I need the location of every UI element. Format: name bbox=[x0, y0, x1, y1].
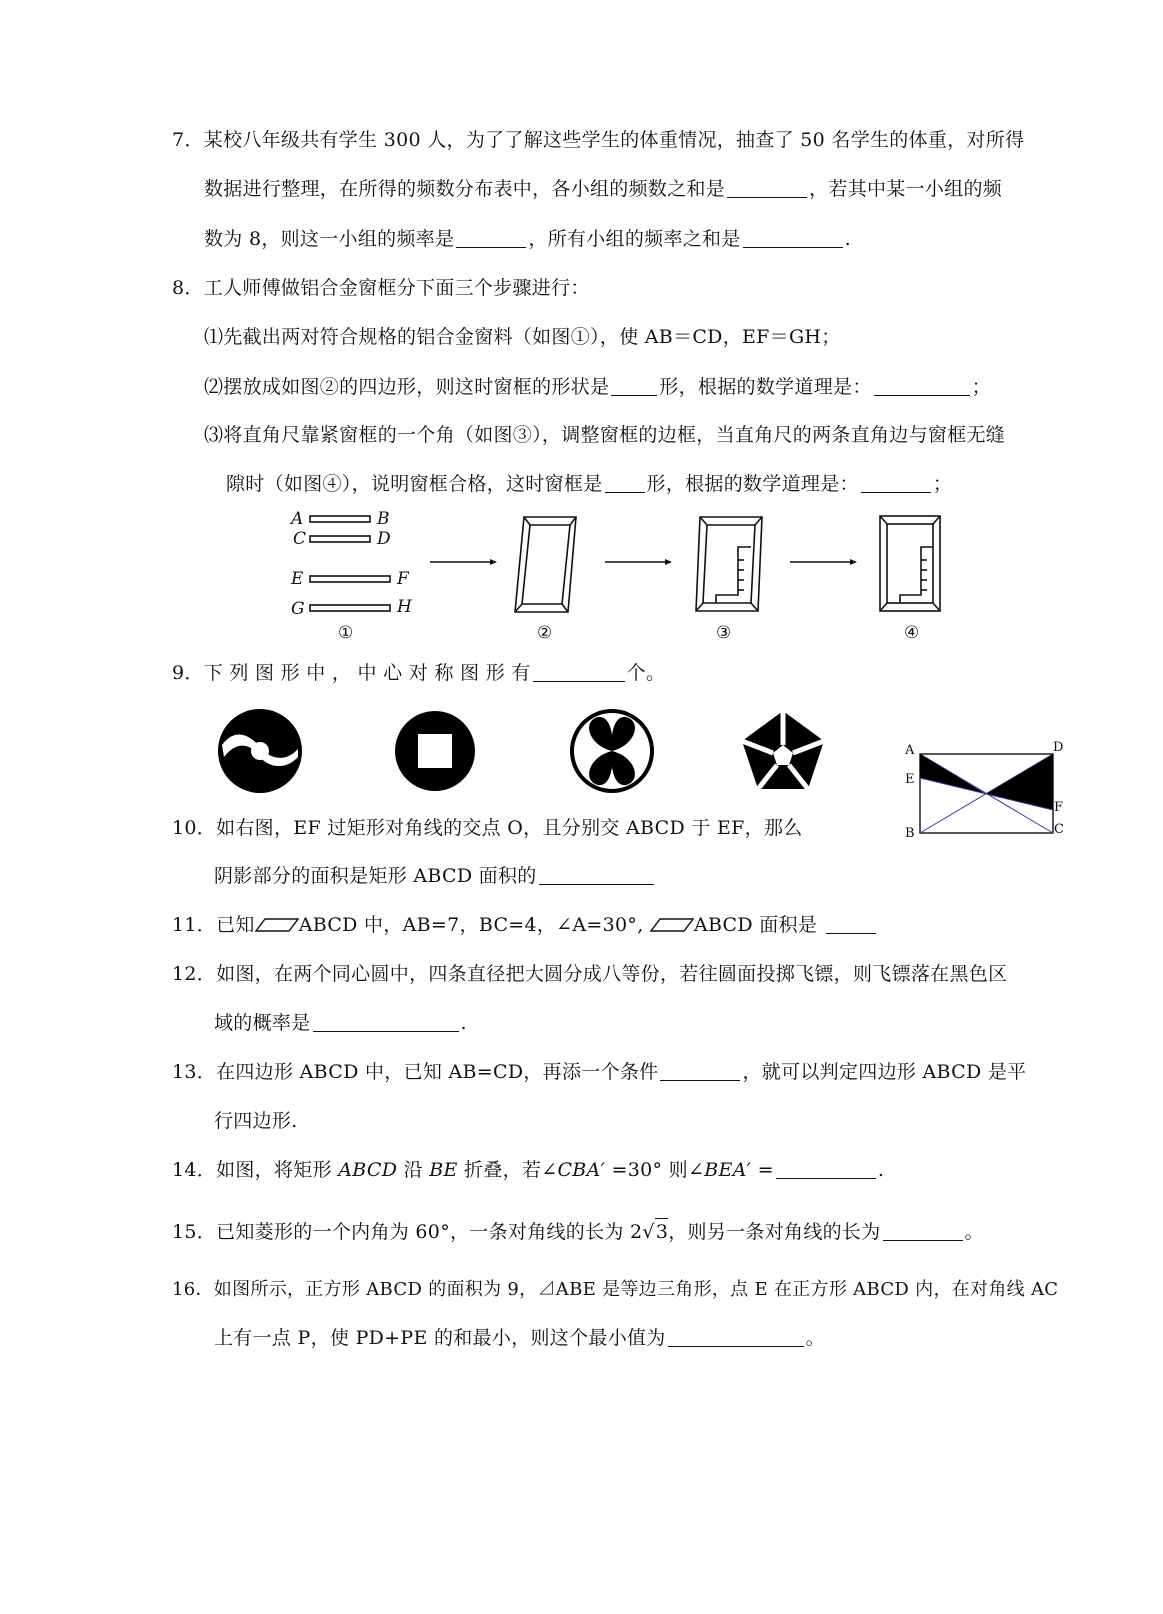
q7-blank-2[interactable] bbox=[456, 229, 526, 248]
q14-text-d: =30° 则∠ bbox=[611, 1159, 705, 1181]
q12-line2 bbox=[214, 1010, 467, 1036]
q16-text-2b: 。 bbox=[805, 1327, 825, 1349]
q8-step3b-text: 隙时（如图④），说明窗框合格，这时窗框是 bbox=[226, 473, 603, 495]
q12-blank[interactable] bbox=[313, 1013, 459, 1032]
parallelogram-icon bbox=[650, 918, 694, 932]
q10-text-2: 阴影部分的面积是矩形 ABCD 面积的 bbox=[214, 865, 537, 887]
frame-with-square-3 bbox=[696, 517, 762, 611]
q9-text: 9．下 列 图 形 中 ， 中 心 对 称 图 形 有 bbox=[172, 662, 531, 684]
q14-text-c: 折叠，若∠ bbox=[464, 1159, 558, 1181]
arrow-2-icon bbox=[665, 559, 672, 565]
q8-number: 8． bbox=[172, 277, 204, 299]
q16-line2 bbox=[214, 1325, 825, 1351]
bar-ab bbox=[310, 516, 370, 522]
caption-2: ② bbox=[537, 623, 553, 643]
q9-text-end: 个。 bbox=[626, 662, 666, 684]
q7-blank-1[interactable] bbox=[727, 179, 807, 198]
q7-line3 bbox=[204, 226, 851, 252]
q16-line1: 16．如图所示，正方形 ABCD 的面积为 9，⊿ABE 是等边三角形，点 E 在正方形 ABCD 内，在对角线 AC bbox=[172, 1279, 1059, 1300]
q14-line bbox=[172, 1157, 884, 1183]
q10-label-c: C bbox=[1054, 822, 1064, 837]
q7-line1 bbox=[172, 127, 1024, 153]
q8-blank-1[interactable] bbox=[611, 377, 657, 396]
pentagon-shape bbox=[742, 711, 824, 789]
q15-blank[interactable] bbox=[883, 1222, 963, 1241]
q10-label-f: F bbox=[1054, 800, 1064, 815]
q8-step2 bbox=[204, 374, 991, 400]
parallelogram-icon bbox=[255, 918, 299, 932]
q8-step3d: ； bbox=[932, 473, 953, 495]
q14-be: BE bbox=[429, 1159, 458, 1181]
label-d: D bbox=[377, 529, 391, 549]
q16-blank[interactable] bbox=[668, 1328, 804, 1347]
q15-text-a: 15．已知菱形的一个内角为 60°，一条对角线的长为 2 bbox=[172, 1221, 643, 1243]
q15-radicand: 3 bbox=[655, 1218, 668, 1245]
q14-text-b: 沿 bbox=[403, 1159, 423, 1181]
label-b: B bbox=[377, 509, 390, 529]
q7-number: 7． bbox=[172, 129, 204, 151]
q7-text-3a: 数为 8，则这一小组的频率是 bbox=[204, 228, 455, 250]
q8-blank-3[interactable] bbox=[605, 474, 645, 493]
frame-parallelogram bbox=[515, 517, 576, 612]
q8-step2b: 形，根据的数学道理是： bbox=[659, 376, 872, 398]
q11-blank[interactable] bbox=[826, 915, 876, 934]
q8-figure bbox=[280, 505, 980, 650]
sqrt-icon: √ bbox=[642, 1221, 655, 1243]
frame-with-square-4 bbox=[880, 516, 940, 611]
q7-text-2a: 数据进行整理，在所得的频数分布表中，各小组的频数之和是 bbox=[204, 178, 726, 200]
q13-line1 bbox=[172, 1059, 1026, 1085]
q10-blank[interactable] bbox=[539, 866, 654, 885]
q14-text-f: . bbox=[877, 1159, 885, 1181]
q7-text-2b: ，若其中某一小组的频 bbox=[809, 178, 1003, 200]
q13-text-1a: 13．在四边形 ABCD 中，已知 AB=CD，再添一个条件 bbox=[172, 1061, 659, 1083]
q8-step1: ⑴先截出两对符合规格的铝合金窗料（如图①），使 AB＝CD，EF＝GH； bbox=[204, 326, 841, 348]
q14-bea: BEA′ bbox=[704, 1159, 752, 1181]
q10-label-a: A bbox=[905, 743, 915, 758]
q11-text-a: 11．已知 bbox=[172, 914, 255, 936]
q16-text-2a: 上有一点 P，使 PD+PE 的和最小，则这个最小值为 bbox=[214, 1327, 666, 1349]
q11-line bbox=[172, 912, 878, 938]
bar-gh bbox=[310, 605, 390, 611]
q8-blank-4[interactable] bbox=[861, 474, 931, 493]
q8-step3a: ⑶将直角尺靠紧窗框的一个角（如图③），调整窗框的边框，当直角尺的两条直角边与窗框无缝 bbox=[204, 424, 1006, 446]
q14-cba: CBA′ bbox=[557, 1159, 606, 1181]
q12-text-2a: 域的概率是 bbox=[214, 1012, 311, 1034]
q8-step2a: ⑵摆放成如图②的四边形，则这时窗框的形状是 bbox=[204, 376, 610, 398]
q9-line bbox=[172, 660, 665, 686]
rectangle-diagram bbox=[902, 740, 1072, 845]
q7-line2 bbox=[204, 176, 1002, 202]
coin-shape bbox=[395, 711, 475, 791]
q13-text-1b: ，就可以判定四边形 ABCD 是平 bbox=[742, 1061, 1027, 1083]
q13-blank[interactable] bbox=[660, 1062, 740, 1081]
q9-shapes bbox=[210, 705, 860, 797]
q13-line2: 行四边形. bbox=[214, 1110, 298, 1132]
q14-text-a: 14．如图，将矩形 bbox=[172, 1159, 332, 1181]
petal-circle-shape bbox=[570, 709, 654, 793]
q8-intro bbox=[172, 275, 590, 301]
q10-figure bbox=[902, 740, 1072, 845]
arrow-1-icon bbox=[490, 559, 497, 565]
label-c: C bbox=[293, 529, 307, 549]
q8-intro-text: 工人师傅做铝合金窗框分下面三个步骤进行： bbox=[203, 277, 590, 299]
q8-blank-2[interactable] bbox=[874, 377, 970, 396]
caption-3: ③ bbox=[716, 623, 732, 643]
q14-blank[interactable] bbox=[776, 1160, 876, 1179]
q15-text-c: 。 bbox=[964, 1221, 984, 1243]
q7-text-1: 某校八年级共有学生 300 人，为了了解这些学生的体重情况，抽查了 50 名学生的体重，对所得 bbox=[203, 129, 1025, 151]
q8-step3b bbox=[226, 471, 952, 497]
q10-line1: 10．如右图，EF 过矩形对角线的交点 O，且分别交 ABCD 于 EF，那么 bbox=[172, 817, 803, 839]
wave-circle-shape bbox=[218, 709, 302, 793]
q8-step2c: ； bbox=[971, 376, 991, 398]
arrow-3-icon bbox=[850, 559, 857, 565]
q8-step3c: 形，根据的数学道理是： bbox=[646, 473, 859, 495]
q7-blank-3[interactable] bbox=[743, 229, 843, 248]
q7-text-3b: ，所有小组的频率之和是 bbox=[528, 228, 741, 250]
q11-text-c: ABCD 面积是 bbox=[693, 914, 818, 936]
caption-1: ① bbox=[338, 623, 354, 643]
q9-blank[interactable] bbox=[533, 663, 625, 682]
q15-line bbox=[172, 1218, 984, 1245]
q10-label-e: E bbox=[905, 772, 915, 787]
label-f: F bbox=[397, 569, 409, 589]
q12-line1: 12．如图，在两个同心圆中，四条直径把大圆分成八等份，若往圆面投掷飞镖，则飞镖落在黑色区 bbox=[172, 963, 1008, 985]
q10-label-b: B bbox=[905, 826, 915, 841]
q14-abcd: ABCD bbox=[338, 1159, 398, 1181]
label-h: H bbox=[397, 597, 412, 617]
label-a: A bbox=[291, 509, 304, 529]
q15-text-b: ，则另一条对角线的长为 bbox=[668, 1221, 881, 1243]
q12-text-2b: . bbox=[460, 1012, 467, 1034]
bar-cd bbox=[310, 536, 370, 542]
q11-text-b: ABCD 中，AB=7，BC=4，∠A=30°, bbox=[298, 914, 644, 936]
caption-4: ④ bbox=[904, 623, 920, 643]
q7-text-3c: . bbox=[844, 228, 851, 250]
bar-ef bbox=[310, 576, 390, 582]
q14-text-e: = bbox=[757, 1159, 774, 1181]
q10-line2 bbox=[214, 863, 656, 889]
label-g: G bbox=[291, 599, 305, 619]
label-e: E bbox=[291, 569, 304, 589]
q10-label-d: D bbox=[1053, 740, 1064, 755]
